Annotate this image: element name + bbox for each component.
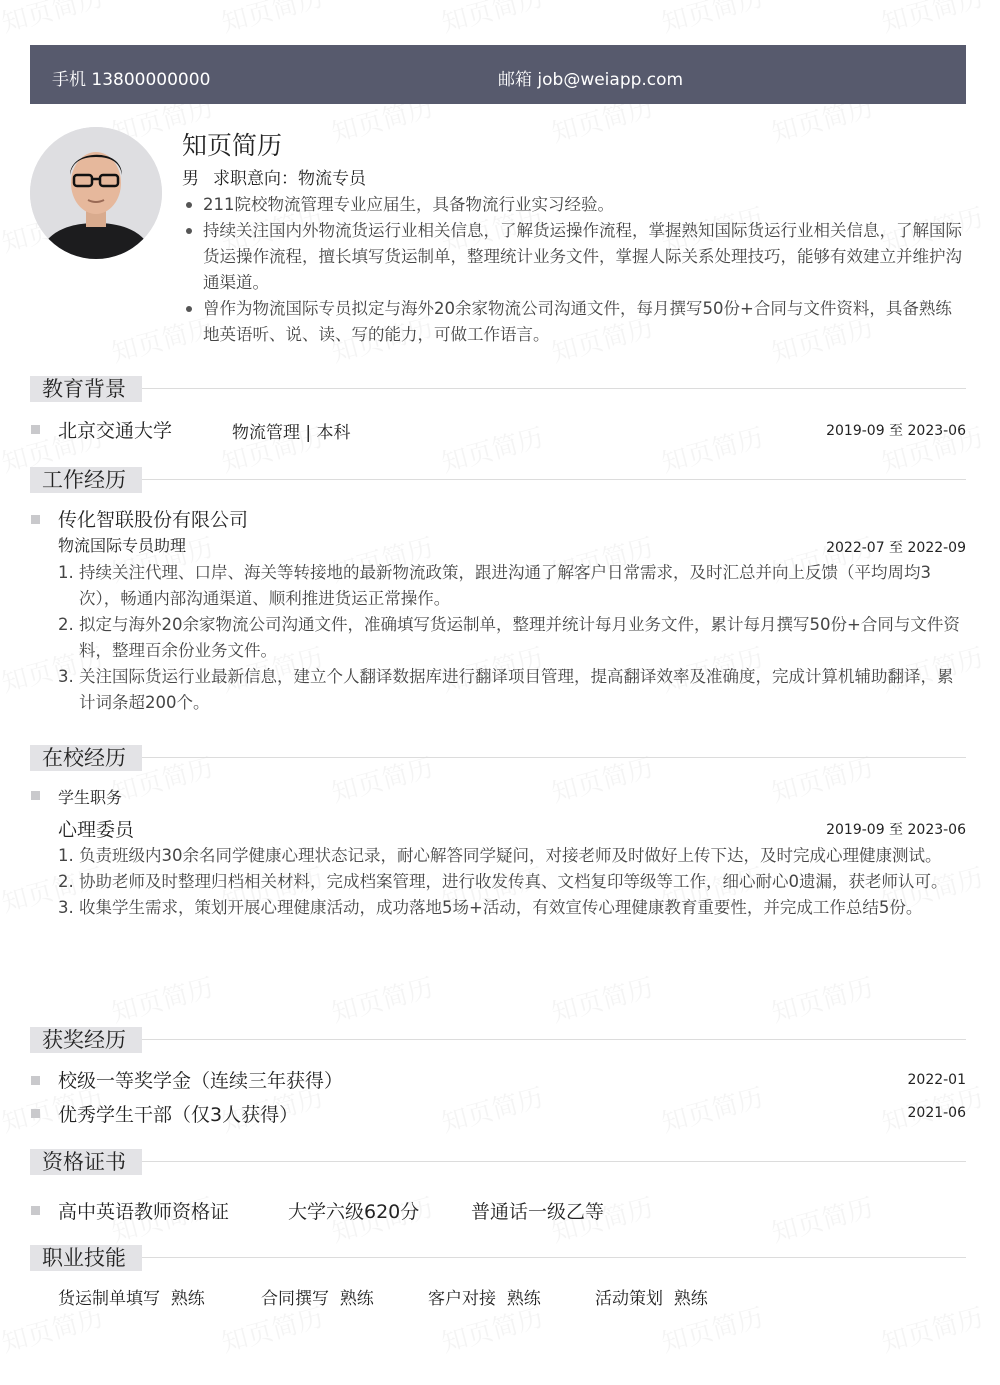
intent-value: 物流专员 <box>298 169 366 189</box>
item-text: 收集学生需求，策划开展心理健康活动，成功落地5场+活动，有效宣传心理健康教育重要性，并完成工作总结5份。 <box>79 898 923 917</box>
skill-name: 活动策划 <box>595 1289 663 1309</box>
summary-item: 持续关注国内外物流货运行业相关信息，了解货运操作流程，掌握熟知国际货运行业相关信息，了解国际货运操作流程，擅长填写货运制单，整理统计业务文件，掌握人际关系处理技巧，能够有效建立并维护沟通渠道。 <box>183 218 966 296</box>
summary-item: 曾作为物流国际专员拟定与海外20余家物流公司沟通文件，每月撰写50份+合同与文件资料，具备熟练地英语听、说、读、写的能力，可做工作语言。 <box>183 296 966 348</box>
list-item <box>58 895 966 921</box>
item-text: 协助老师及时整理归档相关材料，完成档案管理，进行收发传真、文档复印等级等工作，细心耐心0遗漏，获老师认可。 <box>79 872 948 891</box>
summary-item: 211院校物流管理专业应届生，具备物流行业实习经验。 <box>183 192 966 218</box>
skill-level: 熟练 <box>506 1289 541 1309</box>
skill-name: 合同撰写 <box>261 1289 329 1309</box>
item-number: 3. <box>58 898 74 917</box>
bullet-square-icon <box>31 425 40 434</box>
cert-item: 大学六级620分 <box>288 1201 420 1223</box>
watermark-text <box>877 1297 987 1360</box>
avatar <box>30 127 162 259</box>
list-item <box>58 560 966 612</box>
item-text: 关注国际货运行业最新信息，建立个人翻译数据库进行翻译项目管理，提高翻译效率及准确度，完成计算机辅助翻译，累计词条超200个。 <box>79 667 954 712</box>
section-divider <box>142 757 966 758</box>
award-name: 校级一等奖学金（连续三年获得） <box>58 1070 344 1092</box>
award-date: 2021-06 <box>907 1105 966 1121</box>
campus-date: 2019-09 至 2023-06 <box>826 822 966 838</box>
watermark-text <box>0 0 107 40</box>
section-education <box>30 376 966 402</box>
section-title: 教育背景 <box>30 376 142 402</box>
item-text: 负责班级内30余名同学健康心理状态记录，耐心解答同学疑问，对接老师及时做好上传下达，及时完成心理健康测试。 <box>79 846 942 865</box>
item-number: 1. <box>58 563 74 582</box>
section-campus <box>30 745 966 771</box>
company-name: 传化智联股份有限公司 <box>58 509 249 531</box>
work-date: 2022-07 至 2022-09 <box>826 540 966 556</box>
avatar-photo-icon <box>30 127 162 259</box>
section-title: 获奖经历 <box>30 1027 142 1053</box>
section-work <box>30 467 966 493</box>
cert-item: 普通话一级乙等 <box>471 1201 605 1223</box>
bullet-square-icon <box>31 1206 40 1215</box>
email-info <box>498 65 683 90</box>
work-duties <box>58 560 966 716</box>
skill-name: 客户对接 <box>428 1289 496 1309</box>
item-text: 持续关注代理、口岸、海关等转接地的最新物流政策，跟进沟通了解客户日常需求，及时汇总并向上反馈（平均周均3次），畅通内部沟通渠道、顺利推进货运正常操作。 <box>79 563 931 608</box>
section-title: 职业技能 <box>30 1245 142 1271</box>
section-awards <box>30 1027 966 1053</box>
skill-level: 熟练 <box>170 1289 205 1309</box>
watermark-text <box>657 1077 767 1140</box>
watermark-text <box>767 1187 877 1250</box>
phone-label: 手机 <box>52 70 86 90</box>
education-date: 2019-09 至 2023-06 <box>826 423 966 439</box>
section-divider <box>142 479 966 480</box>
watermark-text <box>107 967 217 1030</box>
award-date: 2022-01 <box>907 1072 966 1088</box>
school-name: 北京交通大学 <box>58 420 173 442</box>
intent-label: 求职意向： <box>213 169 298 189</box>
phone-value: 13800000000 <box>91 70 211 90</box>
list-item <box>58 664 966 716</box>
bullet-square-icon <box>31 515 40 524</box>
bullet-square-icon <box>31 1076 40 1085</box>
skill-level: 熟练 <box>673 1289 708 1309</box>
summary-list <box>183 192 966 348</box>
section-skills <box>30 1245 966 1271</box>
watermark-text <box>877 0 987 40</box>
item-number: 2. <box>58 615 74 634</box>
watermark-text <box>437 1077 547 1140</box>
section-title: 工作经历 <box>30 467 142 493</box>
item-number: 3. <box>58 667 74 686</box>
email-label: 邮箱 <box>498 70 532 90</box>
watermark-text <box>437 0 547 40</box>
list-item <box>58 612 966 664</box>
cert-item: 高中英语教师资格证 <box>58 1201 230 1223</box>
skill-level: 熟练 <box>339 1289 374 1309</box>
item-text: 拟定与海外20余家物流公司沟通文件，准确填写货运制单，整理并统计每月业务文件，累计每月撰写50份+合同与文件资料，整理百余份业务文件。 <box>79 615 960 660</box>
item-number: 1. <box>58 846 74 865</box>
work-role: 物流国际专员助理 <box>58 536 187 555</box>
skill-item <box>58 1284 205 1309</box>
watermark-text <box>217 0 327 40</box>
bullet-square-icon <box>31 791 40 800</box>
item-number: 2. <box>58 872 74 891</box>
bullet-square-icon <box>31 1109 40 1118</box>
section-title: 在校经历 <box>30 745 142 771</box>
job-intent <box>182 164 366 189</box>
phone-info <box>52 65 210 90</box>
section-title: 资格证书 <box>30 1149 142 1175</box>
skill-item <box>595 1284 708 1309</box>
skill-name: 货运制单填写 <box>58 1289 160 1309</box>
award-name: 优秀学生干部（仅3人获得） <box>58 1104 299 1126</box>
section-divider <box>142 1039 966 1040</box>
list-item <box>58 843 966 869</box>
watermark-text <box>657 0 767 40</box>
list-item <box>58 869 966 895</box>
watermark-text <box>767 967 877 1030</box>
campus-role: 心理委员 <box>58 819 135 841</box>
watermark-text <box>327 967 437 1030</box>
gender: 男 <box>182 169 199 189</box>
section-divider <box>142 1257 966 1258</box>
skill-item <box>428 1284 541 1309</box>
section-divider <box>142 1161 966 1162</box>
profile-name: 知页简历 <box>182 131 283 160</box>
section-certs <box>30 1149 966 1175</box>
major-degree: 物流管理 | 本科 <box>232 423 351 443</box>
watermark-text <box>547 967 657 1030</box>
campus-category: 学生职务 <box>58 788 123 807</box>
campus-duties <box>58 843 966 921</box>
section-divider <box>142 388 966 389</box>
skill-item <box>261 1284 374 1309</box>
contact-bar <box>30 45 966 104</box>
email-value: job@weiapp.com <box>537 70 684 90</box>
